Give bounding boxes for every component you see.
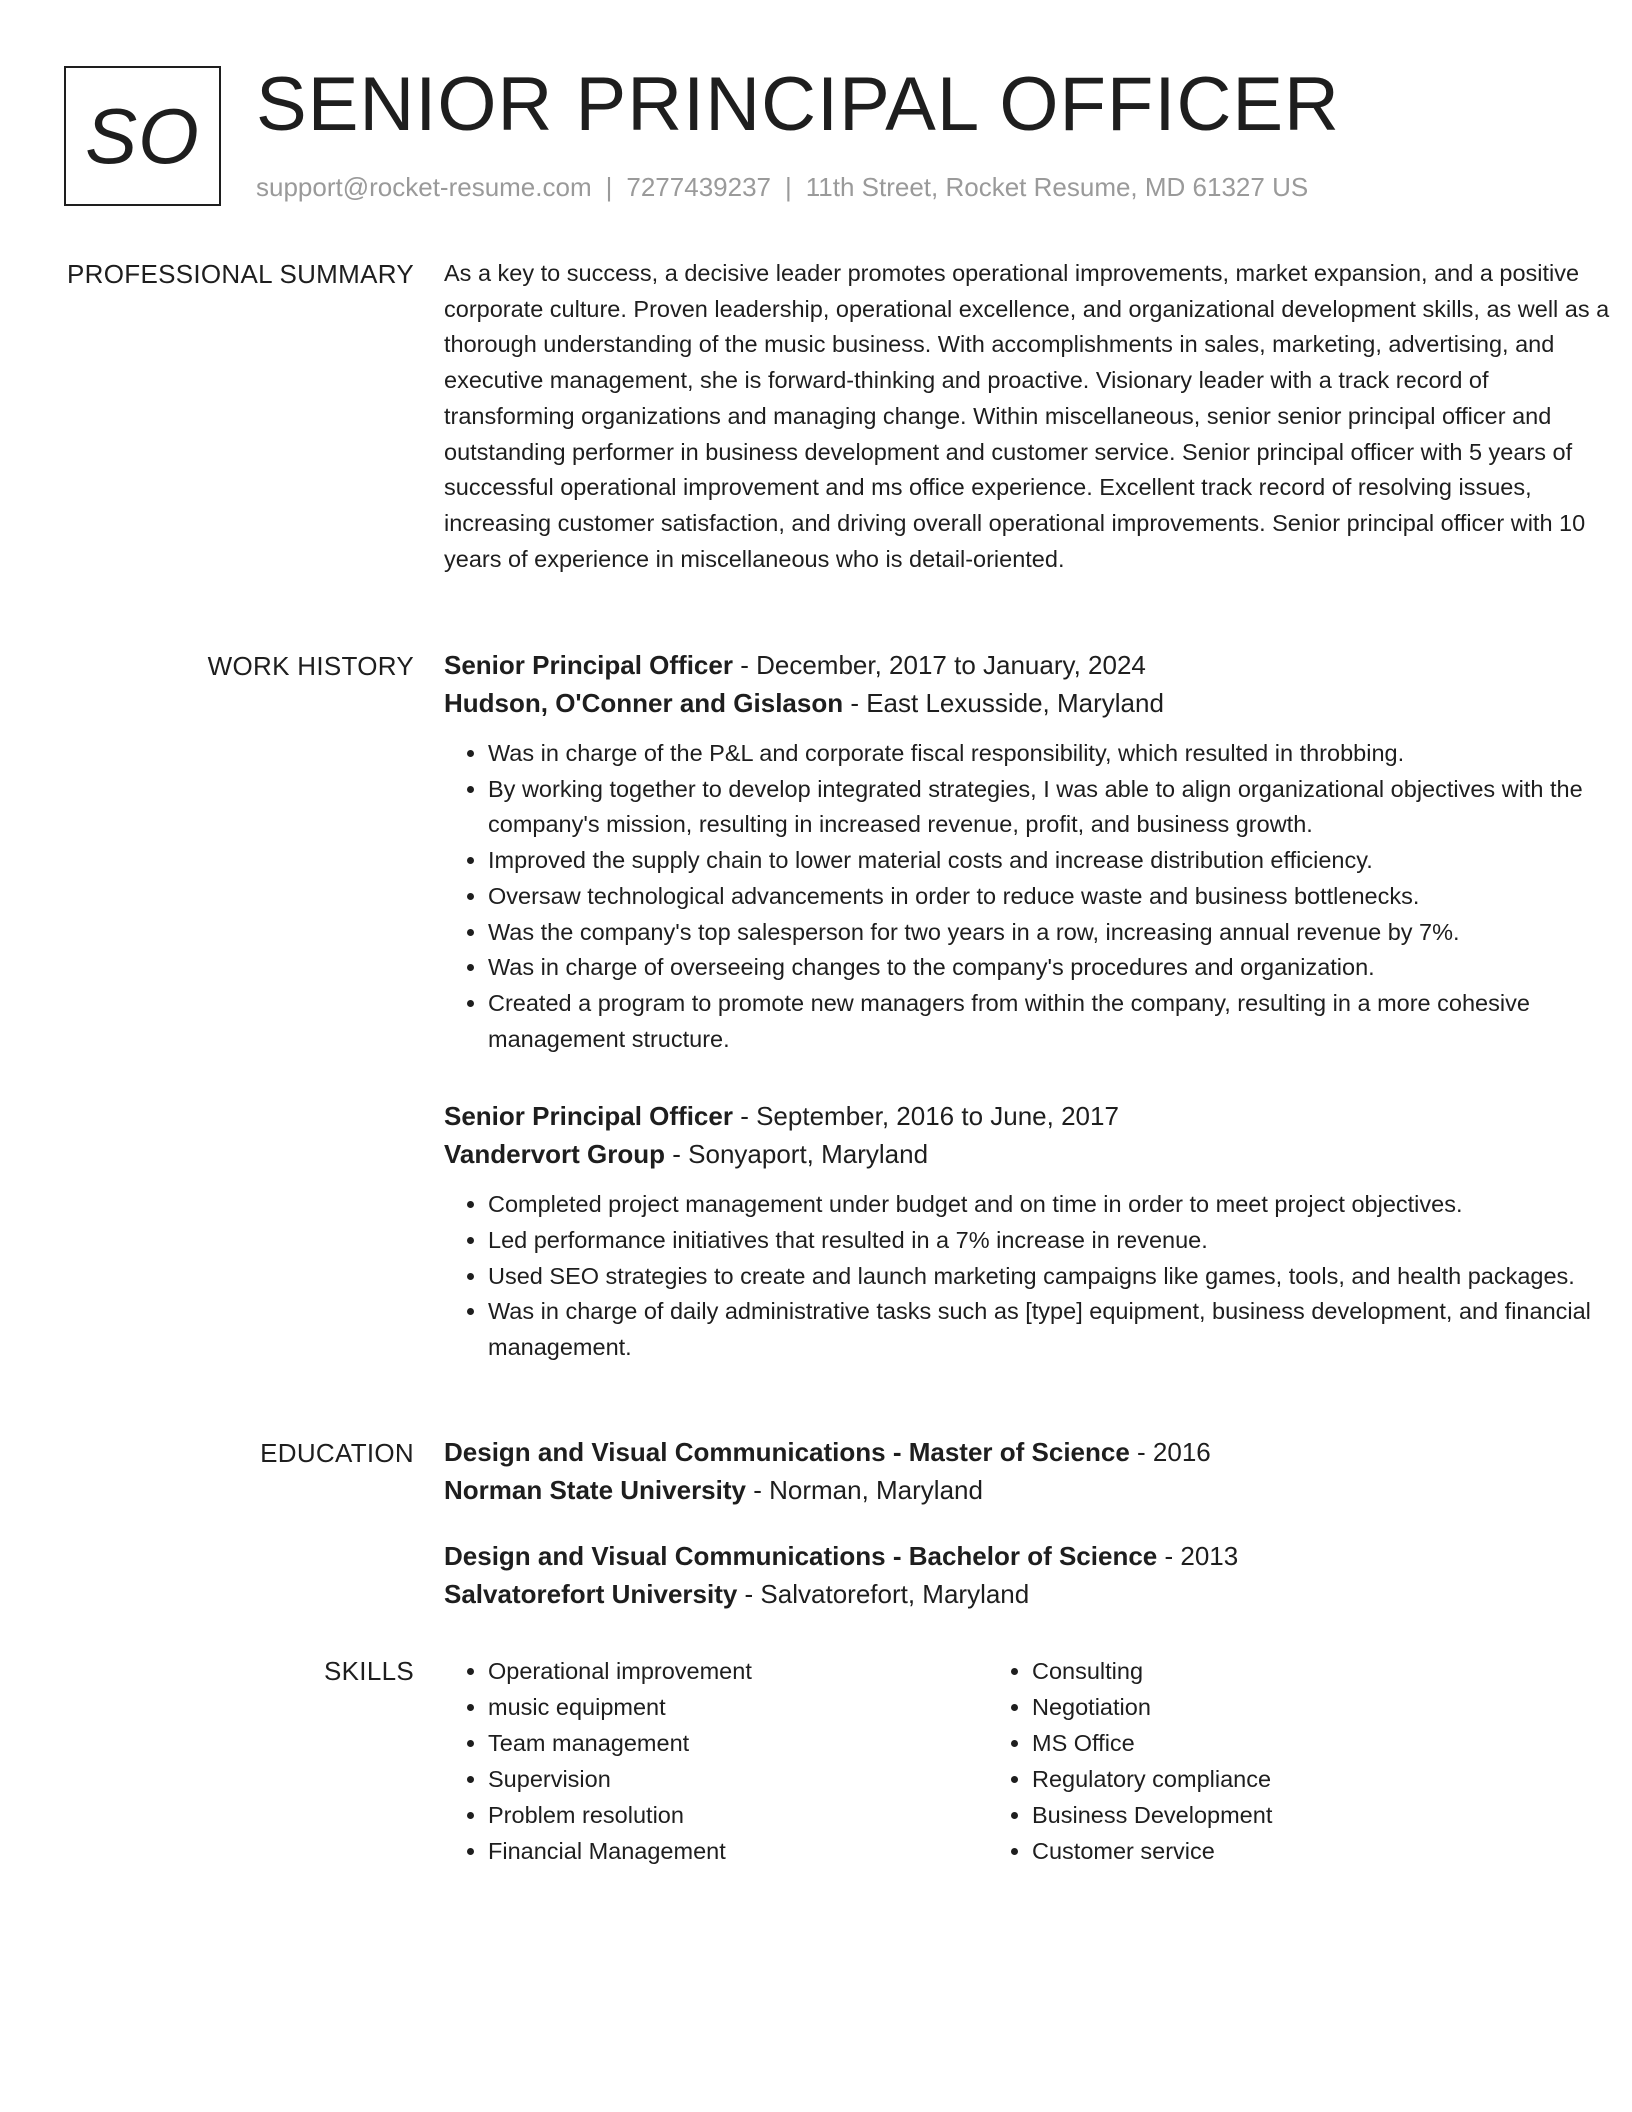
job-bullet: • Was in charge of daily administrative tasks such as [type] equipment, business development, and financial management. bbox=[488, 1294, 1624, 1365]
school-location: - Salvatorefort, Maryland bbox=[737, 1579, 1030, 1609]
skill-item: • music equipment bbox=[488, 1689, 988, 1725]
skill-item: • Supervision bbox=[488, 1761, 988, 1797]
skill-item: • Consulting bbox=[1032, 1653, 1532, 1689]
school-name: Norman State University bbox=[444, 1475, 746, 1505]
contact-email: support@rocket-resume.com bbox=[256, 172, 592, 202]
degree-line bbox=[444, 1433, 1624, 1471]
job-role: Senior Principal Officer bbox=[444, 650, 733, 680]
initials-text: SO bbox=[85, 91, 200, 180]
skills-list-right bbox=[988, 1653, 1532, 1869]
skill-item: • Negotiation bbox=[1032, 1689, 1532, 1725]
candidate-name: SENIOR PRINCIPAL OFFICER bbox=[256, 62, 1340, 147]
skill-item: • Financial Management bbox=[488, 1833, 988, 1869]
job-bullet-list bbox=[444, 1187, 1624, 1366]
degree-name: Design and Visual Communications - Bachelor of Science bbox=[444, 1541, 1158, 1571]
school-name: Salvatorefort University bbox=[444, 1579, 738, 1609]
contact-separator: | bbox=[605, 172, 613, 202]
job-bullet: • Created a program to promote new managers from within the company, resulting in a more cohesive management structure. bbox=[488, 986, 1624, 1057]
job-bullet: • Completed project management under budget and on time in order to meet project objectives. bbox=[488, 1187, 1624, 1223]
job-bullet: • Led performance initiatives that resulted in a 7% increase in revenue. bbox=[488, 1223, 1624, 1259]
skill-item: • Business Development bbox=[1032, 1797, 1532, 1833]
job-company: Vandervort Group bbox=[444, 1139, 666, 1170]
job-location: - Sonyaport, Maryland bbox=[665, 1139, 929, 1170]
school-line bbox=[444, 1471, 1624, 1509]
contact-address: 11th Street, Rocket Resume, MD 61327 US bbox=[805, 172, 1309, 202]
job-bullet: • Was in charge of overseeing changes to the company's procedures and organization. bbox=[488, 950, 1624, 986]
skill-item: • Team management bbox=[488, 1725, 988, 1761]
skill-item: • Problem resolution bbox=[488, 1797, 988, 1833]
contact-separator: | bbox=[785, 172, 792, 202]
degree-line bbox=[444, 1537, 1624, 1575]
job-bullet: • Used SEO strategies to create and launch marketing campaigns like games, tools, and health packages. bbox=[488, 1259, 1624, 1295]
job-title-line bbox=[444, 646, 1624, 684]
degree-name: Design and Visual Communications - Master of Science bbox=[444, 1437, 1130, 1467]
section-title-education: EDUCATION bbox=[260, 1438, 414, 1468]
skill-item: • MS Office bbox=[1032, 1725, 1532, 1761]
education-body bbox=[444, 1433, 1624, 1641]
work-history-body bbox=[444, 646, 1624, 1392]
job-role: Senior Principal Officer bbox=[444, 1101, 733, 1132]
job-dates: - September, 2016 to June, 2017 bbox=[732, 1101, 1119, 1132]
summary-text: As a key to success, a decisive leader promotes operational improvements, market expansion, and a positive corporate culture. Proven leadership, operational excellence, and organizational development skills, as well as a thorough understanding of the music business. With accomplishments in sales, marketing, advertising, and executive management, she is forward-thinking and proactive. Visionary leader with a track record of transforming organizations and managing change. Within miscellaneous, senior senior principal officer and outstanding performer in business development and customer service. Senior principal officer with 5 years of successful operational improvement and ms office experience. Excellent track record of resolving issues, increasing customer satisfaction, and driving overall operational improvements. Senior principal officer with 10 years of experience in miscellaneous who is detail-oriented. bbox=[444, 260, 1610, 572]
job-location: - East Lexusside, Maryland bbox=[843, 688, 1164, 718]
job-bullet: • By working together to develop integrated strategies, I was able to align organizational objectives with the company's mission, resulting in increased revenue, profit, and business growth. bbox=[488, 772, 1624, 843]
degree-year: - 2013 bbox=[1157, 1541, 1239, 1571]
job-bullet: • Was in charge of the P&L and corporate fiscal responsibility, which resulted in throbbing. bbox=[488, 736, 1624, 772]
skills-body bbox=[444, 1653, 1624, 1869]
section-title-summary: PROFESSIONAL SUMMARY bbox=[67, 259, 414, 289]
school-location: - Norman, Maryland bbox=[745, 1475, 983, 1505]
summary-body bbox=[444, 256, 1624, 577]
skill-item: • Customer service bbox=[1032, 1833, 1532, 1869]
resume-header bbox=[64, 62, 1564, 210]
job-company-line bbox=[444, 1135, 1624, 1173]
job-company: Hudson, O'Conner and Gislason bbox=[444, 688, 844, 718]
section-title-work-history: WORK HISTORY bbox=[207, 651, 414, 681]
job-dates: - December, 2017 to January, 2024 bbox=[732, 650, 1146, 680]
contact-phone: 7277439237 bbox=[626, 172, 771, 202]
job-entry bbox=[444, 1097, 1624, 1366]
job-bullet: • Improved the supply chain to lower material costs and increase distribution efficiency. bbox=[488, 843, 1624, 879]
education-entry bbox=[444, 1433, 1624, 1509]
contact-line bbox=[256, 172, 1308, 203]
job-title-line bbox=[444, 1097, 1624, 1135]
skill-item: • Operational improvement bbox=[488, 1653, 988, 1689]
skills-list-left bbox=[444, 1653, 988, 1869]
job-bullet-list bbox=[444, 736, 1624, 1057]
job-bullet: • Was the company's top salesperson for two years in a row, increasing annual revenue by 7%. bbox=[488, 915, 1624, 951]
job-bullet: • Oversaw technological advancements in order to reduce waste and business bottlenecks. bbox=[488, 879, 1624, 915]
degree-year: - 2016 bbox=[1129, 1437, 1211, 1467]
school-line bbox=[444, 1575, 1624, 1613]
section-title-skills: SKILLS bbox=[324, 1656, 414, 1686]
job-company-line bbox=[444, 684, 1624, 722]
job-entry bbox=[444, 646, 1624, 1057]
initials-monogram bbox=[64, 66, 221, 206]
education-entry bbox=[444, 1537, 1624, 1613]
skill-item: • Regulatory compliance bbox=[1032, 1761, 1532, 1797]
